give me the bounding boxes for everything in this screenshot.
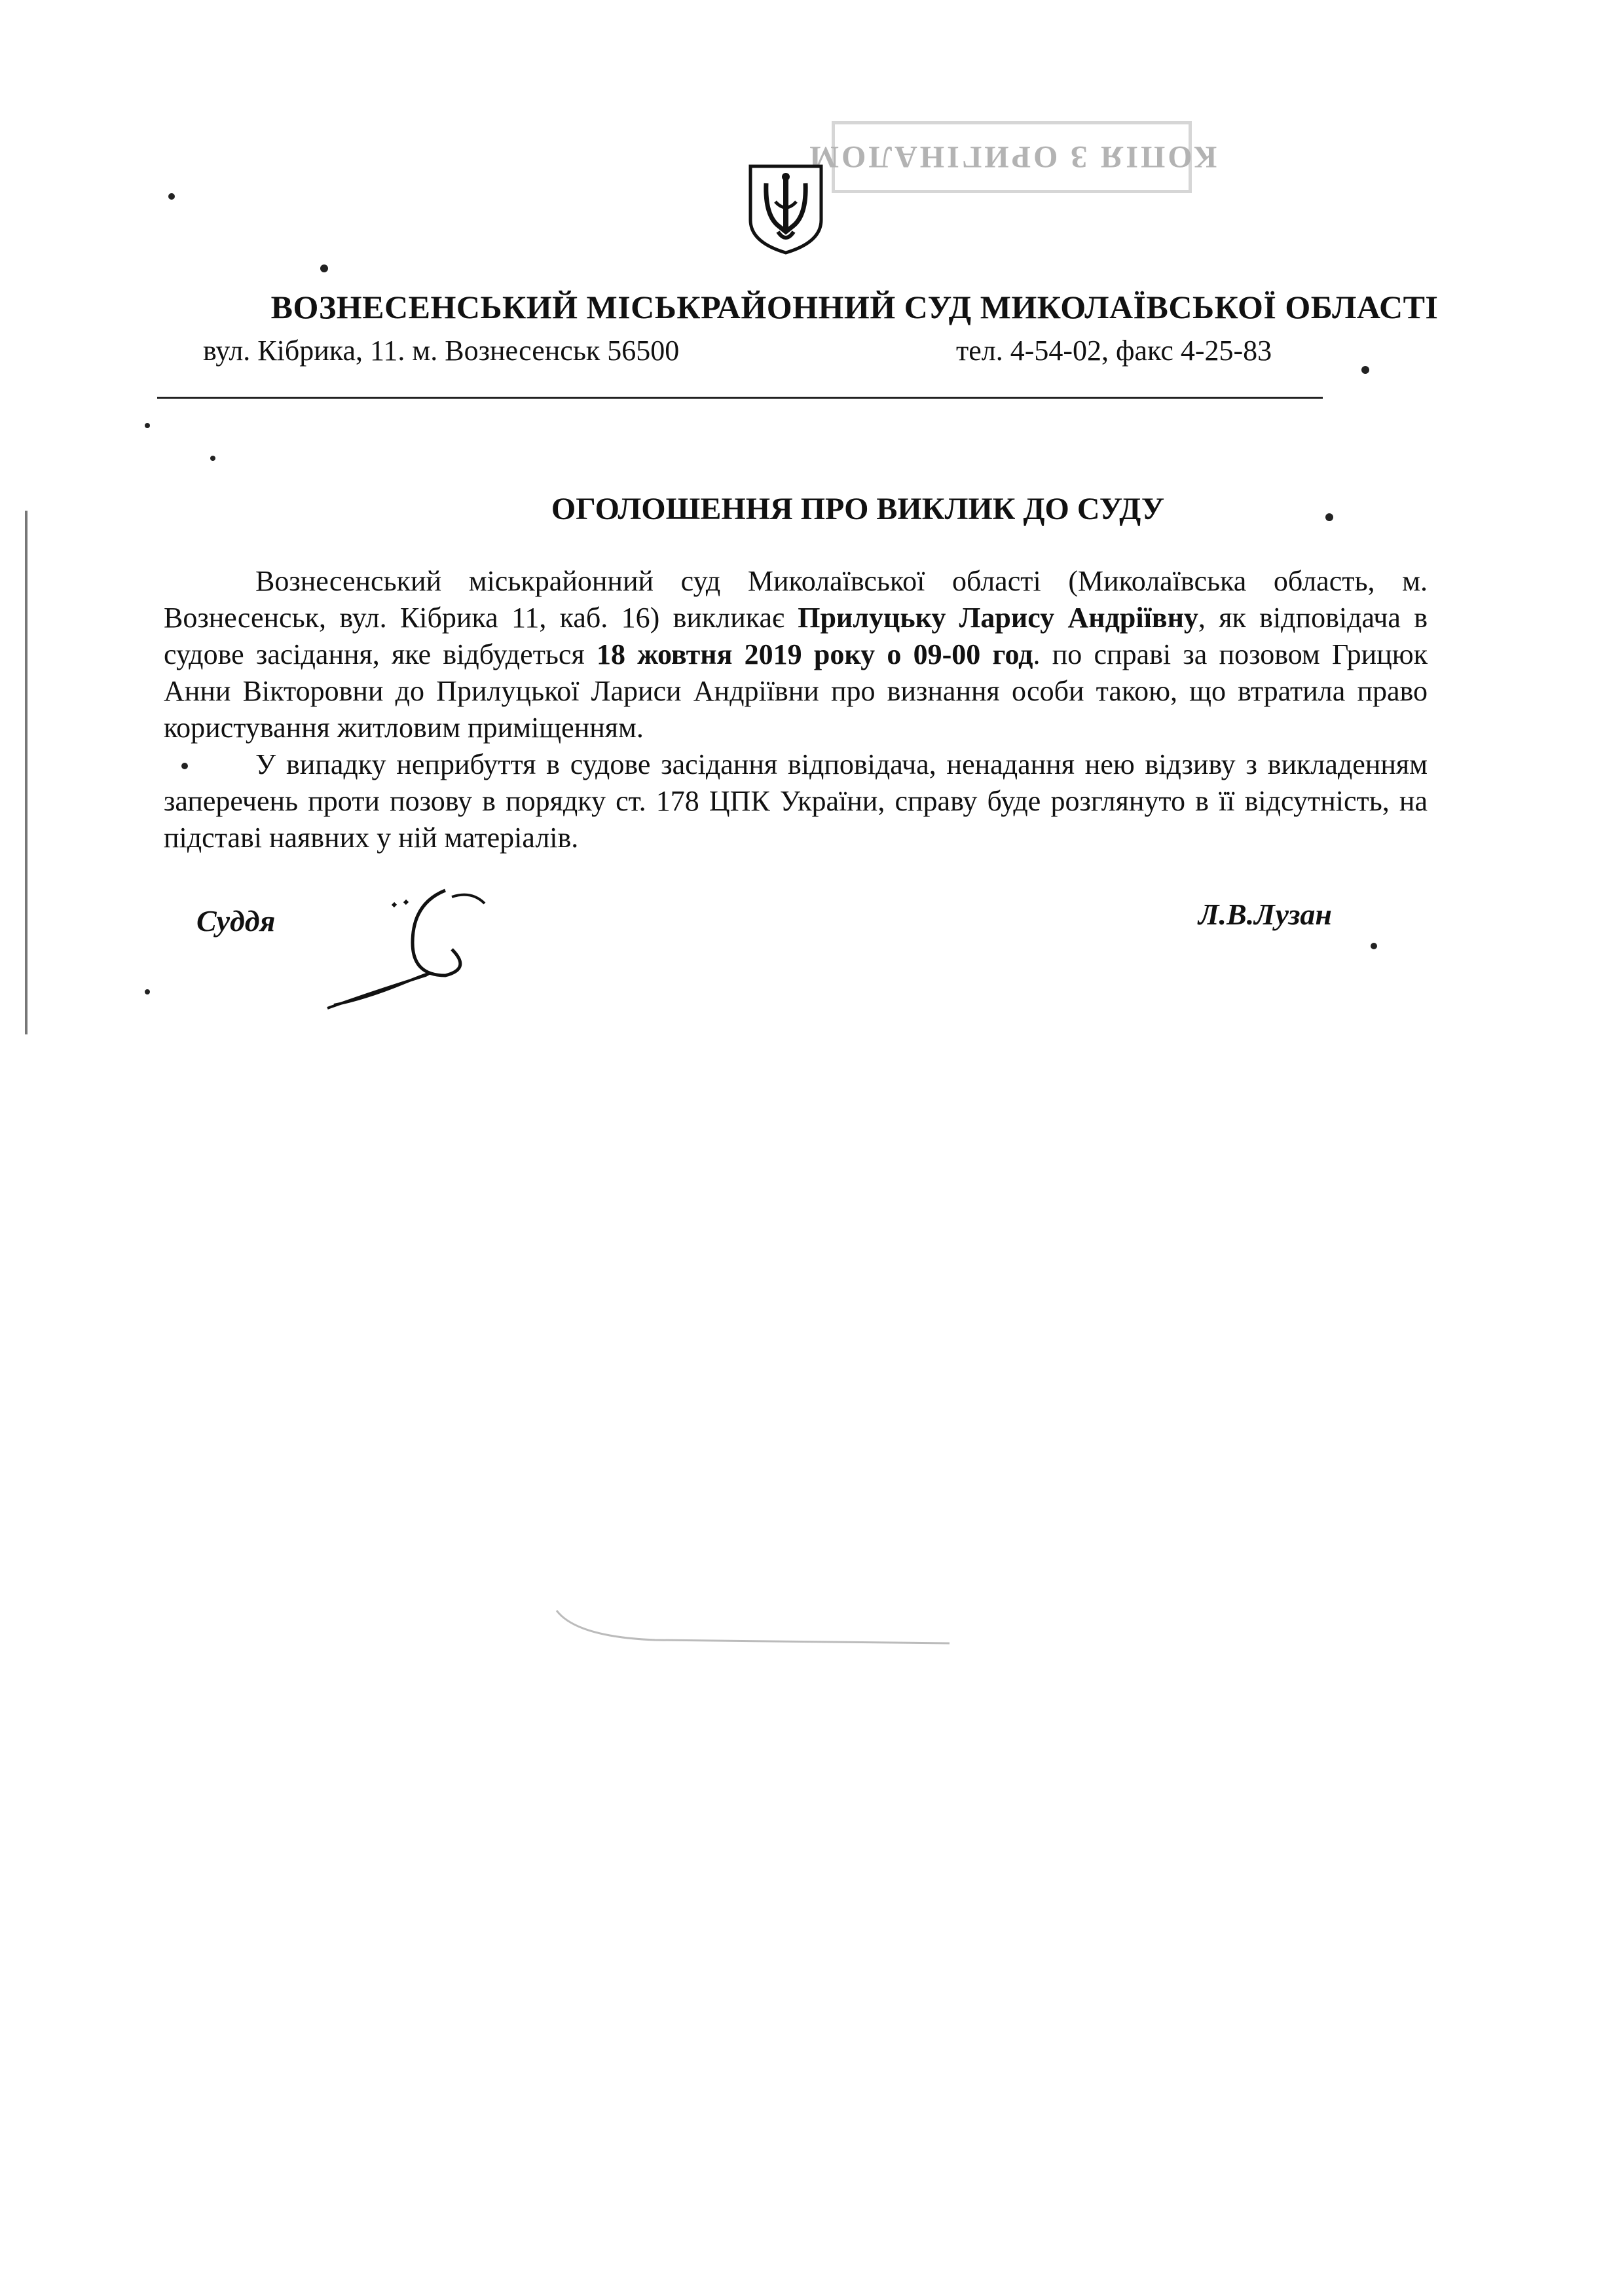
signer-name: Л.В.Лузан	[1198, 898, 1332, 931]
signer-role: Суддя	[196, 904, 276, 938]
document-title: ОГОЛОШЕННЯ ПРО ВИКЛИК ДО СУДУ	[551, 492, 1165, 526]
defendant-name: Прилуцьку Ларису Андріївну	[798, 602, 1198, 634]
absence-paragraph: У випадку неприбуття в судове засідання відповідача, ненадання нею відзиву з викладенням заперечень проти позову в порядку ст. 178 ЦПК України, справу буде розглянуто в її відсутність, на підставі наявних у ній матеріалів.	[164, 748, 1428, 854]
paragraph1-part2: , як відповідача в судове засідання, яке відбудеться	[164, 602, 1428, 670]
hearing-datetime: 18 жовтня 2019 року о 09-00 год	[596, 638, 1033, 670]
stamp-text: КОПІЯ З ОРИГІНАЛОМ	[806, 139, 1217, 175]
paragraph1-part1: Вознесенський міськрайонний суд Миколаївської області (Миколаївська область, м. Вознесенськ, вул. Кібрика 11, каб. 16) викликає	[164, 565, 1428, 634]
coat-of-arms-trident-icon	[747, 164, 825, 255]
court-address: вул. Кібрика, 11. м. Вознесенськ 56500	[203, 335, 680, 367]
document-body	[164, 563, 1428, 856]
summons-paragraph	[164, 563, 1428, 746]
handwritten-signature	[314, 877, 537, 1021]
court-name: ВОЗНЕСЕНСЬКИЙ МІСЬКРАЙОННИЙ СУД МИКОЛАЇВСЬКОЇ ОБЛАСТІ	[270, 289, 1439, 325]
header-divider	[157, 397, 1323, 399]
court-phone: тел. 4-54-02, факс 4-25-83	[956, 335, 1272, 367]
copy-stamp	[806, 121, 1217, 193]
paragraph1-part3: . по справі за позовом Грицюк Анни Вікторовни до Прилуцької Лариси Андріївни про визнання особи такою, що втратила право користування житловим приміщенням.	[164, 638, 1428, 744]
